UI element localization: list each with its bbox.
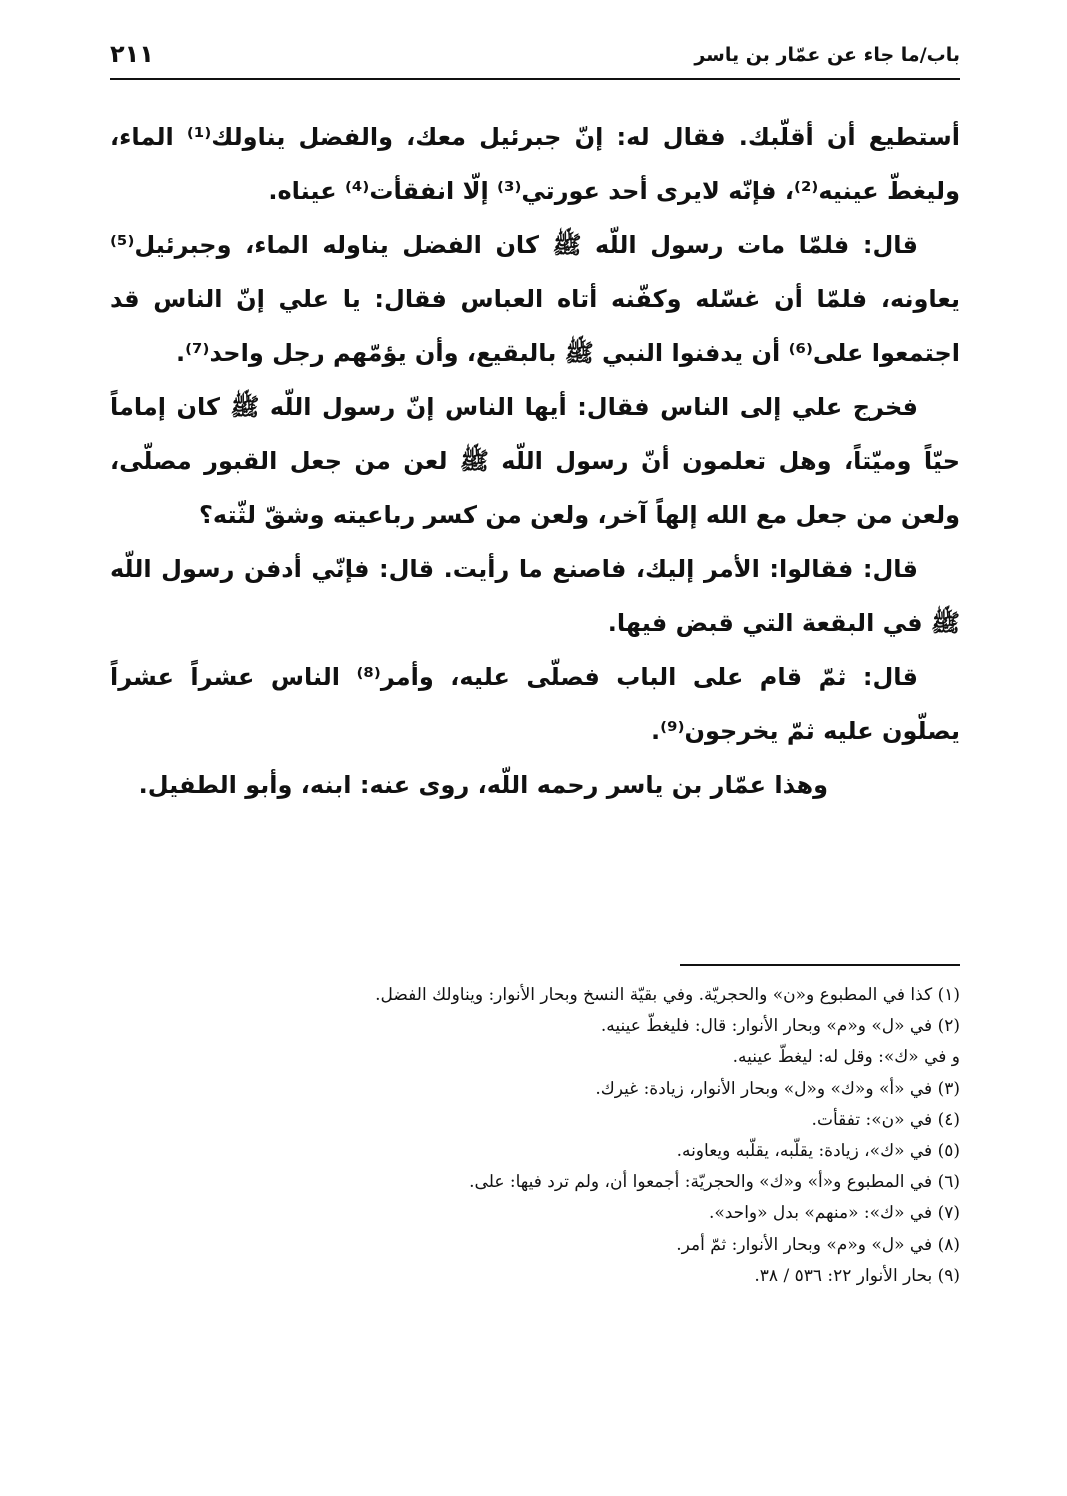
footnote-9: (٩) بحار الأنوار ٢٢: ٥٣٦ / ٣٨. <box>754 1265 960 1286</box>
page-header <box>110 38 960 80</box>
footnote-5: (٥) في «ك»، زيادة: يقلّبه، يقلّبه ويعاونه. <box>676 1141 960 1162</box>
main-text <box>110 110 960 812</box>
footnote-2-continued: و في «ك»: وقل له: ليغطّ عينيه. <box>732 1047 960 1068</box>
footnote-2: (٢) في «ل» و«م» وبحار الأنوار: قال: فليغطّ عينيه. <box>600 1016 960 1037</box>
footnote-3: (٣) في «أ» و«ك» و«ل» وبحار الأنوار، زيادة: غيرك. <box>595 1078 960 1099</box>
footnote-7: (٧) في «ك»: «منهم» بدل «واحد». <box>708 1203 960 1224</box>
footnote-separator <box>680 964 960 966</box>
paragraph-5: قال: ثمّ قام على الباب فصلّى عليه، وأمر⁽⁸⁾ الناس عشراً عشراً يصلّون عليه ثمّ يخرجون⁽⁹⁾. <box>110 663 960 745</box>
page-number: ٢١١ <box>110 40 154 68</box>
paragraph-2: قال: فلمّا مات رسول اللّه ﷺ كان الفضل يناوله الماء، وجبرئيل⁽⁵⁾ يعاونه، فلمّا أن غسّله وكفّنه أتاه العباس فقال: يا علي إنّ الناس قد اجتمعوا على⁽⁶⁾ أن يدفنوا النبي ﷺ بالبقيع، وأن يؤمّهم رجل واحد⁽⁷⁾. <box>110 231 960 367</box>
paragraph-6: وهذا عمّار بن ياسر رحمه اللّه، روى عنه: ابنه، وأبو الطفيل. <box>138 771 828 799</box>
footnote-8: (٨) في «ل» و«م» وبحار الأنوار: ثمّ أمر. <box>676 1234 960 1255</box>
footnote-6: (٦) في المطبوع و«أ» و«ك» والحجريّة: أجمعوا أن، ولم ترد فيها: على. <box>469 1172 960 1193</box>
paragraph-1: أستطيع أن أقلّبك. فقال له: إنّ جبرئيل معك، والفضل يناولك⁽¹⁾ الماء، وليغطّ عينيه⁽²⁾، فإنّه لايرى أحد عورتي⁽³⁾ إلّا انفقأت⁽⁴⁾ عيناه. <box>110 123 960 205</box>
running-title: باب/ما جاء عن عمّار بن ياسر <box>694 44 960 66</box>
footnote-1: (١) كذا في المطبوع و«ن» والحجريّة. وفي بقيّة النسخ وبحار الأنوار: ويناولك الفضل. <box>375 985 960 1005</box>
footnotes <box>110 980 960 1292</box>
paragraph-3: فخرج علي إلى الناس فقال: أيها الناس إنّ رسول اللّه ﷺ كان إماماً حيّاً وميّتاً، وهل تعلمون أنّ رسول اللّه ﷺ لعن من جعل القبور مصلّى، ولعن من جعل مع الله إلهاً آخر، ولعن من كسر رباعيته وشقّ لثّته؟ <box>110 393 960 529</box>
paragraph-4: قال: فقالوا: الأمر إليك، فاصنع ما رأيت. قال: فإنّي أدفن رسول اللّه ﷺ في البقعة التي قبض فيها. <box>110 555 960 637</box>
footnote-4: (٤) في «ن»: تفقأت. <box>811 1109 960 1130</box>
